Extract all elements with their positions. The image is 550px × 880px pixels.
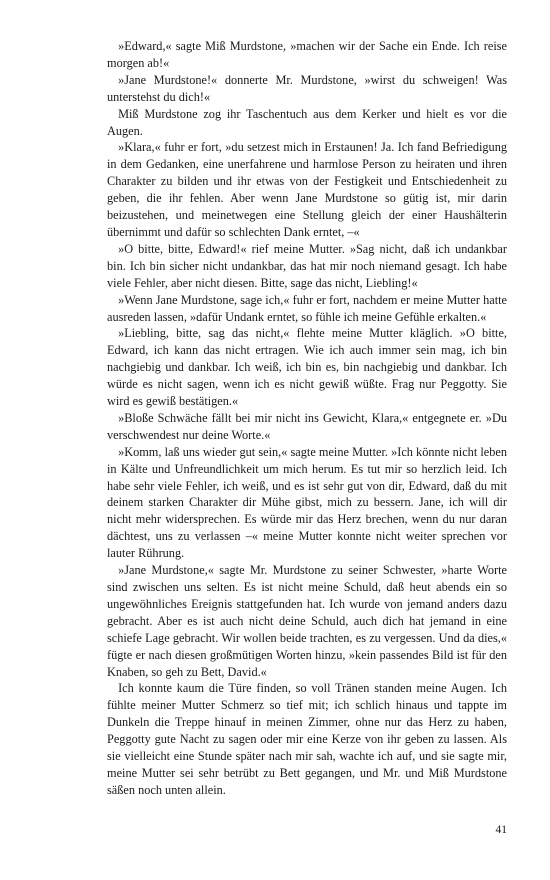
paragraph: »Klara,« fuhr er fort, »du setzest mich in Erstaunen! Ja. Ich fand Befriedigung in dem Gedanken, eine unerfahrene und harmlose Person zu heiraten und ihren Charakter zu bilden und ihr etwas von der Festigkeit und Entschiedenheit zu geben, die ihr fehlen. Aber wenn Jane Murdstone so gütig ist, mir darin beizustehen, und meinetwegen eine Stellung gleich der einer Haushälterin übernimmt und dafür so schlechten Dank erntet, –«	[107, 140, 507, 239]
paragraph: »O bitte, bitte, Edward!« rief meine Mutter. »Sag nicht, daß ich undankbar bin. Ich bin sicher nicht undankbar, das hat mir noch niemand gesagt. Ich habe viele Fehler, aber nicht diesen. Bitte, sage das nicht, Liebling!«	[107, 241, 507, 290]
paragraph: Miß Murdstone zog ihr Taschentuch aus dem Kerker und hielt es vor die Augen.	[107, 106, 507, 138]
paragraph: »Jane Murdstone!« donnerte Mr. Murdstone, »wirst du schweigen! Was unterstehst du dich!«	[107, 72, 507, 104]
paragraph: »Jane Murdstone,« sagte Mr. Murdstone zu seiner Schwester, »harte Worte sind zwischen uns selten. Es ist nicht meine Schuld, daß heut abends ein so ungewöhnliches Ereignis stattgefunden hat. Ich wurde von jemand anders dazu gebracht. Aber es ist auch nicht deine Schuld, auch dich hat jemand in eine schiefe Lage gebracht. Wir wollen beide trachten, es zu vergessen. Und da dies,« fügte er nach diesen großmütigen Worten hinzu, »kein passendes Bild ist für den Knaben, so geh zu Bett, David.«	[107, 563, 507, 679]
paragraph: »Wenn Jane Murdstone, sage ich,« fuhr er fort, nachdem er meine Mutter hatte ausreden lassen, »dafür Undank erntet, so fühle ich meine Gefühle erkalten.«	[107, 292, 507, 324]
paragraph: »Edward,« sagte Miß Murdstone, »machen wir der Sache ein Ende. Ich reise morgen ab!«	[107, 39, 507, 70]
paragraph: »Komm, laß uns wieder gut sein,« sagte meine Mutter. »Ich könnte nicht leben in Kälte und Unfreundlichkeit um mich herum. Es tut mir so herzlich leid. Ich habe sehr viele Fehler, ich weiß, und es ist sehr gut von dir, Edward, daß du mit deinem starken Charakter dir Mühe gibst, mich zu bessern. Jane, ich will dir nicht mehr widersprechen. Es würde mir das Herz brechen, wenn du nur daran dächtest, uns zu verlassen –« meine Mutter konnte nicht weiter sprechen vor lauter Rührung.	[107, 444, 507, 561]
paragraph: »Liebling, bitte, sag das nicht,« flehte meine Mutter kläglich. »O bitte, Edward, ich kann das nicht ertragen. Wie ich auch immer sein mag, ich bin nachgiebig und dankbar. Ich weiß, ich bin es, bin nachgiebig und dankbar. Ich würde es nicht sagen, wenn ich es nicht gewiß wüßte. Frag nur Peggotty. Sie wird es gewiß bestätigen.«	[107, 326, 507, 409]
paragraph: Ich konnte kaum die Türe finden, so voll Tränen standen meine Augen. Ich fühlte meiner Mutter Schmerz so tief mit; ich schlich hinaus und tappte im Dunkeln die Treppe hinauf in meinen Zimmer, ohne nur das Herz zu haben, Peggotty gute Nacht zu sagen oder mir eine Kerze von ihr geben zu lassen. Als sie vielleicht eine Stunde später nach mir sah, wachte ich auf, und sie sagte mir, meine Mutter sei sehr betrübt zu Bett gegangen, und Mr. und Miß Murdstone säßen noch unten allein.	[107, 681, 507, 797]
paragraph: »Bloße Schwäche fällt bei mir nicht ins Gewicht, Klara,« entgegnete er. »Du verschwendest nur deine Worte.«	[107, 410, 507, 442]
page-number: 41	[495, 824, 507, 836]
body-text	[107, 38, 507, 799]
